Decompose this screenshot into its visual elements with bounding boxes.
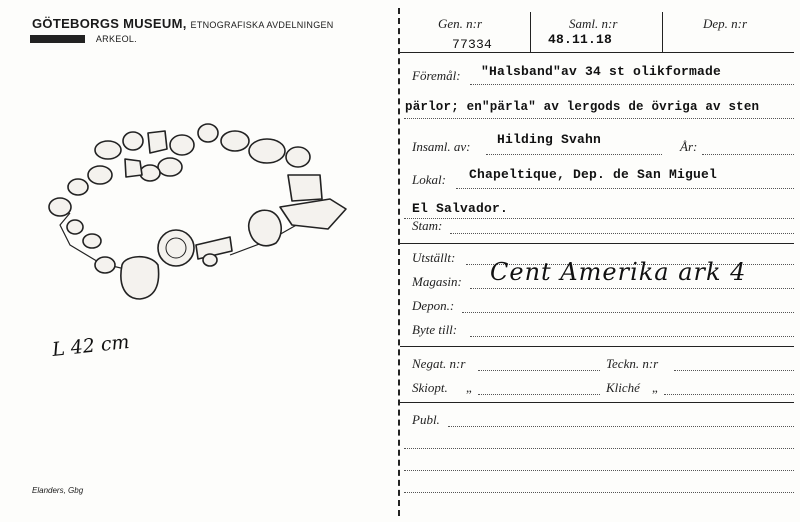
kliche-ditto: „ (652, 380, 658, 395)
bead (288, 175, 322, 201)
department-name: ETNOGRAFISKA AVDELNINGEN (190, 20, 334, 30)
bead (148, 131, 167, 153)
dotted-rule (448, 426, 794, 427)
teckn-label: Teckn. n:r (606, 356, 659, 371)
dotted-rule (702, 154, 794, 155)
section-name: ARKEOL. (95, 34, 137, 44)
skiopt-ditto: „ (466, 380, 472, 395)
dotted-rule (404, 118, 794, 119)
box-divider (662, 12, 663, 52)
bead (125, 159, 142, 177)
bead (286, 147, 310, 167)
insaml-value: Hilding Svahn (497, 132, 602, 147)
bead (121, 257, 159, 299)
printer-imprint: Elanders, Gbg (32, 486, 84, 495)
lokal-label: Lokal: (412, 172, 446, 187)
bead (67, 220, 83, 234)
bead (249, 139, 285, 163)
bead (203, 254, 217, 266)
saml-number-value: 48.11.18 (548, 32, 613, 47)
dotted-rule (486, 154, 662, 155)
dotted-rule (664, 394, 794, 395)
bead (198, 124, 218, 142)
dotted-rule (478, 394, 600, 395)
bead (68, 179, 88, 195)
strikeout-bar (30, 35, 85, 43)
dotted-rule (470, 336, 794, 337)
struck-section (32, 34, 83, 44)
utstallt-label: Utställt: (412, 250, 456, 265)
publ-label: Publ. (412, 412, 440, 427)
dotted-rule (470, 288, 794, 289)
bead (83, 234, 101, 248)
header-rule (400, 52, 794, 53)
depon-label: Depon.: (412, 298, 455, 313)
bead (170, 135, 194, 155)
dotted-rule (674, 370, 794, 371)
foremal-continued: pärlor; en"pärla" av lergods de övriga av sten (405, 100, 760, 114)
dotted-rule (404, 470, 794, 471)
skiopt-label: Skiopt. (412, 380, 448, 395)
bead (249, 210, 282, 245)
museum-name (32, 16, 334, 31)
bead (123, 132, 143, 150)
ar-label: År: (680, 139, 698, 154)
stam-label: Stam: (412, 218, 443, 233)
insaml-label: Insaml. av: (412, 139, 471, 154)
saml-number-label: Saml. n:r (569, 16, 618, 31)
bead (95, 141, 121, 159)
dotted-rule (478, 370, 600, 371)
bead (49, 198, 71, 216)
dotted-rule (404, 218, 794, 219)
gen-number-value: 77334 (452, 37, 493, 52)
fold-line (398, 8, 400, 516)
museum-title: GÖTEBORGS MUSEUM, (32, 16, 187, 31)
bead (280, 199, 346, 229)
bead (95, 257, 115, 273)
foremal-value: "Halsband"av 34 st olikformade (481, 64, 722, 79)
negat-label: Negat. n:r (412, 356, 466, 371)
dotted-rule (404, 448, 794, 449)
dotted-rule (462, 312, 794, 313)
lokal-continued: El Salvador. (412, 201, 509, 216)
dep-number-label: Dep. n:r (703, 16, 748, 31)
kliche-label: Kliché (606, 380, 640, 395)
lokal-value: Chapeltique, Dep. de San Miguel (469, 167, 718, 182)
bead (158, 158, 182, 176)
bead (88, 166, 112, 184)
dotted-rule (456, 188, 794, 189)
section-line (32, 34, 137, 44)
byte-label: Byte till: (412, 322, 458, 337)
magasin-label: Magasin: (412, 274, 462, 289)
box-divider (530, 12, 531, 52)
section-rule (400, 243, 794, 244)
section-rule (400, 346, 794, 347)
magasin-handwritten: Cent Amerika ark 4 (490, 258, 747, 286)
bead (140, 165, 160, 181)
bead (158, 230, 194, 266)
length-note: L 42 cm (51, 331, 131, 361)
bead (221, 131, 249, 151)
dotted-rule (404, 492, 794, 493)
foremal-label: Föremål: (412, 68, 461, 83)
dotted-rule (450, 233, 794, 234)
section-rule (400, 402, 794, 403)
gen-number-label: Gen. n:r (438, 16, 483, 31)
necklace-drawing (30, 115, 370, 315)
dotted-rule (470, 84, 794, 85)
